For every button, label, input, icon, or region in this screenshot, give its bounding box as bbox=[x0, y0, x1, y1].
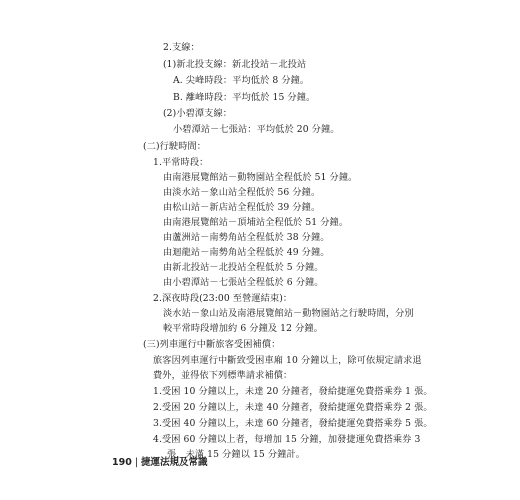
text-line: 1.受困 10 分鐘以上，未達 20 分鐘者，發給捷運免費搭乘券 1 張。 bbox=[153, 386, 433, 397]
text-line: 2.支線： bbox=[163, 42, 200, 53]
section-heading: (二)行駛時間： bbox=[143, 141, 207, 152]
text-line: 由南港展覽館站－頂埔站全程低於 51 分鐘。 bbox=[163, 217, 349, 228]
text-line: B. 離峰時段：平均低於 15 分鐘。 bbox=[173, 92, 316, 103]
text-line: 由松山站－新店站全程低於 39 分鐘。 bbox=[163, 202, 321, 213]
text-line: 由南港展覽館站－動物園站全程低於 51 分鐘。 bbox=[163, 172, 358, 183]
footer-separator: | bbox=[134, 457, 139, 468]
text-line: 2.受困 20 分鐘以上，未達 40 分鐘者，發給捷運免費搭乘券 2 張。 bbox=[153, 402, 433, 413]
book-title: 捷運法規及常識 bbox=[141, 457, 208, 468]
text-line: 費外，並得依下列標準請求補償： bbox=[153, 370, 293, 381]
section-heading: (三)列車運行中斷旅客受困補償： bbox=[143, 339, 281, 350]
text-line: 由小碧潭站－七張站全程低於 6 分鐘。 bbox=[163, 277, 324, 288]
page-number: 190 bbox=[112, 457, 132, 468]
text-line: 由淡水站－象山站全程低於 56 分鐘。 bbox=[163, 187, 321, 198]
text-line: A. 尖峰時段：平均低於 8 分鐘。 bbox=[173, 75, 310, 86]
text-line: 3.受困 40 分鐘以上，未達 60 分鐘者，發給捷運免費搭乘券 5 張。 bbox=[153, 418, 433, 429]
text-line: 較平常時段增加約 6 分鐘及 12 分鐘。 bbox=[163, 323, 323, 334]
text-line: 由蘆洲站－南勢角站全程低於 38 分鐘。 bbox=[163, 232, 330, 243]
text-line: 由迴龍站－南勢角站全程低於 49 分鐘。 bbox=[163, 247, 330, 258]
text-line: 小碧潭站－七張站：平均低於 20 分鐘。 bbox=[173, 124, 340, 135]
text-line: 由新北投站－北投站全程低於 5 分鐘。 bbox=[163, 262, 324, 273]
text-line: 張，未滿 15 分鐘以 15 分鐘計。 bbox=[167, 449, 306, 460]
text-line: (1)新北投支線：新北投站－北投站 bbox=[163, 59, 307, 70]
text-line: 2.深夜時段(23:00 至營運結束)： bbox=[153, 293, 293, 304]
text-line: 旅客因列車運行中斷致受困車廂 10 分鐘以上，除可依規定請求退 bbox=[153, 355, 422, 366]
text-line: (2)小碧潭支線： bbox=[163, 108, 233, 119]
text-line: 1.平常時段： bbox=[153, 157, 209, 168]
text-line: 4.受困 60 分鐘以上者，每增加 15 分鐘，加發捷運免費搭乘券 3 bbox=[153, 434, 421, 445]
page-footer bbox=[112, 457, 208, 469]
text-line: 淡水站－象山站及南港展覽館站－動物園站之行駛時間，分別 bbox=[163, 308, 414, 319]
